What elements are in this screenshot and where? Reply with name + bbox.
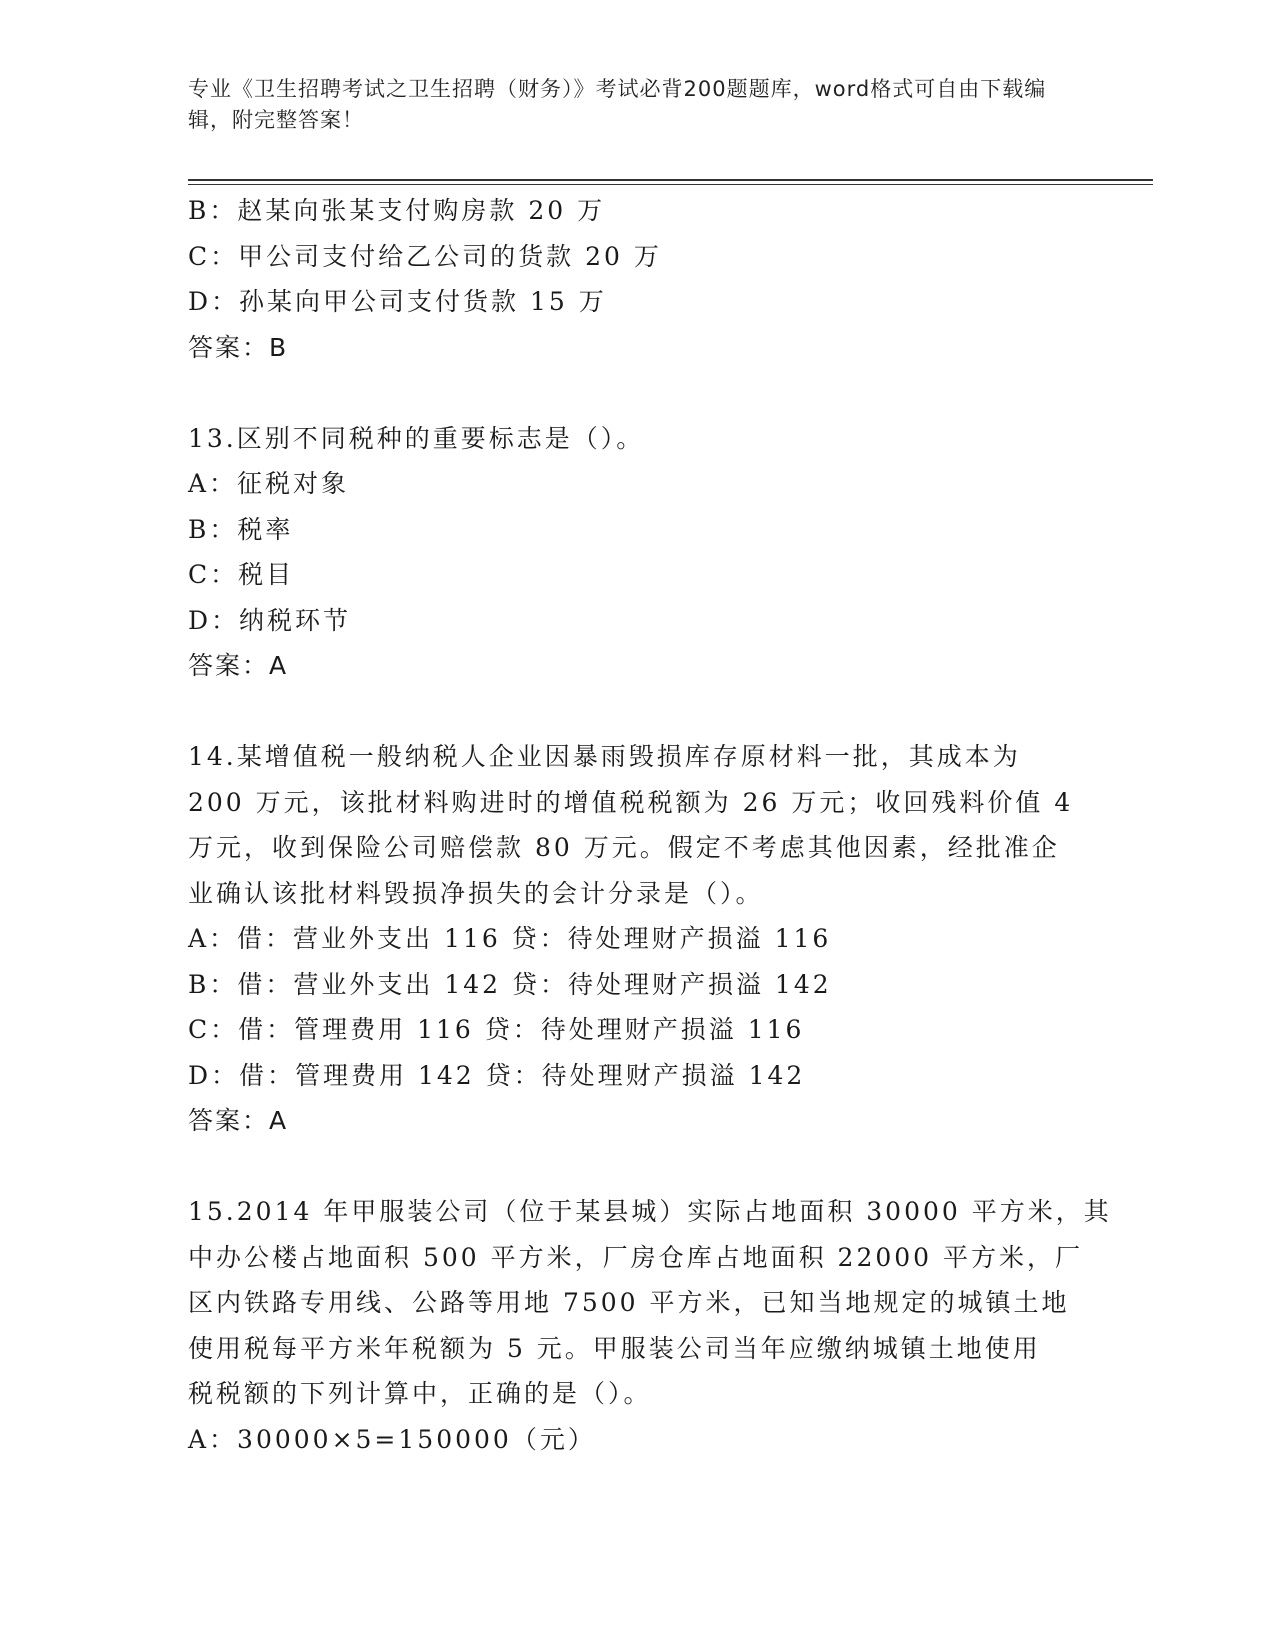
question-stem-line: 15.2014 年甲服装公司（位于某县城）实际占地面积 30000 平方米，其 (188, 1197, 1112, 1226)
option-c: C：借：管理费用 116 贷：待处理财产损溢 116 (188, 1015, 805, 1044)
question-stem-line: 使用税每平方米年税额为 5 元。甲服装公司当年应缴纳城镇土地使用 (188, 1333, 1041, 1363)
question-stem-line: 区内铁路专用线、公路等用地 7500 平方米，已知当地规定的城镇土地 (188, 1288, 1070, 1317)
option-b: B：赵某向张某支付购房款 20 万 (188, 196, 606, 225)
option-c: C：税目 (188, 560, 295, 589)
question-content (188, 188, 1112, 1462)
document-header: 专业《卫生招聘考试之卫生招聘（财务）》考试必背200题题库，word格式可自由下载编辑，附完整答案！ (188, 77, 1047, 132)
question-stem-line: 万元，收到保险公司赔偿款 80 万元。假定不考虑其他因素，经批准企 (188, 833, 1060, 862)
option-a: A：征税对象 (188, 469, 350, 498)
question-13 (188, 416, 1088, 689)
question-stem-line: 200 万元，该批材料购进时的增值税税额为 26 万元；收回残料价值 4 (188, 787, 1074, 817)
answer: 答案：A (188, 651, 289, 680)
option-b: B：税率 (188, 514, 294, 544)
header-divider-thin (188, 184, 1153, 185)
option-a: A：30000×5=150000（元） (188, 1424, 596, 1454)
question-stem-line: 中办公楼占地面积 500 平方米，厂房仓库占地面积 22000 平方米，厂 (188, 1242, 1084, 1272)
prev-question (188, 188, 1088, 370)
option-a: A：借：营业外支出 116 贷：待处理财产损溢 116 (188, 924, 832, 953)
answer: 答案：A (188, 1106, 289, 1135)
question-15 (188, 1189, 1112, 1462)
question-stem-line: 业确认该批材料毁损净损失的会计分录是（）。 (188, 878, 764, 908)
header-divider-thick (188, 179, 1153, 181)
question-stem: 13.区别不同税种的重要标志是（）。 (188, 423, 645, 453)
option-b: B：借：营业外支出 142 贷：待处理财产损溢 142 (188, 969, 832, 999)
question-stem-line: 14.某增值税一般纳税人企业因暴雨毁损库存原材料一批，其成本为 (188, 742, 1021, 771)
answer: 答案：B (188, 332, 289, 362)
option-d: D：借：管理费用 142 贷：待处理财产损溢 142 (188, 1060, 806, 1090)
option-d: D：孙某向甲公司支付货款 15 万 (188, 287, 607, 316)
option-d: D：纳税环节 (188, 605, 352, 635)
question-stem-line: 税税额的下列计算中，正确的是（）。 (188, 1379, 652, 1408)
option-c: C：甲公司支付给乙公司的货款 20 万 (188, 241, 662, 271)
question-14 (188, 734, 1088, 1144)
